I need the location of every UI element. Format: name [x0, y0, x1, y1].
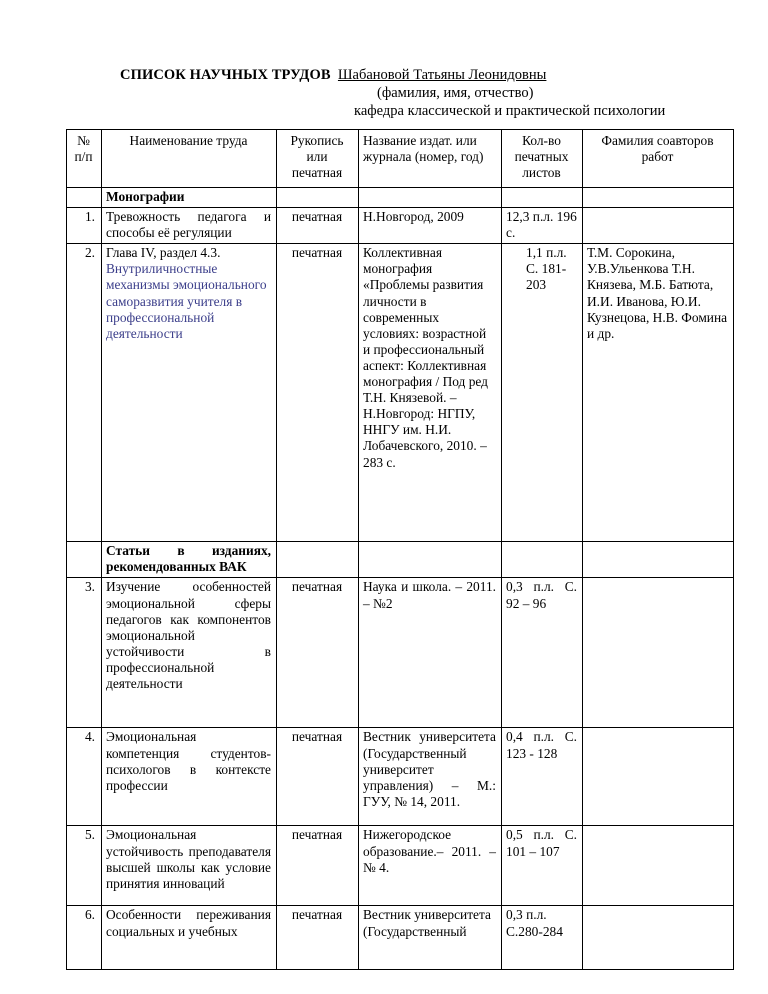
row-type: печатная	[277, 728, 359, 826]
row-title: Эмоциональная устойчивость преподавателя высшей школы как условие принятия инноваций	[102, 826, 277, 906]
row-sheets: 1,1 п.л. С. 181-203	[502, 244, 583, 542]
title-heading: СПИСОК НАУЧНЫХ ТРУДОВ	[120, 67, 331, 83]
row-sheets: 12,3 п.л. 196 с.	[502, 208, 583, 244]
row-publisher: Наука и школа. – 2011. – №2	[359, 578, 502, 728]
row-num: 1.	[67, 208, 102, 244]
row-num: 3.	[67, 578, 102, 728]
table-row	[67, 244, 734, 542]
author-name: Шабановой Татьяны Леонидовны	[337, 67, 547, 83]
col-type-header: Рукопись или печатная	[277, 130, 359, 188]
document-title	[120, 66, 546, 84]
row-title: Внутриличностные механизмы эмоционального саморазвития учителя в профессиональной деятельности	[106, 261, 267, 341]
row-coauthors	[583, 728, 734, 826]
table-row	[67, 906, 734, 970]
row-type: печатная	[277, 906, 359, 970]
row-num: 4.	[67, 728, 102, 826]
table-header-row	[67, 130, 734, 188]
row-type: печатная	[277, 826, 359, 906]
row-publisher: Н.Новгород, 2009	[359, 208, 502, 244]
publications-table	[66, 129, 734, 970]
row-coauthors	[583, 208, 734, 244]
row-coauthors: Т.М. Сорокина, У.В.Ульенкова Т.Н. Князева, М.Б. Батюта, И.И. Иванова, Ю.И. Кузнецова, Н.В. Фомина и др.	[583, 244, 734, 542]
row-title: Изучение особенностей эмоциональной сферы педагогов как компонентов эмоциональной устойчивости в профессиональной деятельности	[102, 578, 277, 728]
table-row	[67, 728, 734, 826]
col-sheets-header: Кол-во печатных листов	[502, 130, 583, 188]
row-type: печатная	[277, 244, 359, 542]
row-coauthors	[583, 826, 734, 906]
row-title-cell	[102, 244, 277, 542]
row-type: печатная	[277, 578, 359, 728]
row-sheets: 0,3 п.л. С. 92 – 96	[502, 578, 583, 728]
col-publisher-header: Название издат. или журнала (номер, год)	[359, 130, 502, 188]
row-type: печатная	[277, 208, 359, 244]
row-sheets: 0,5 п.л. С. 101 – 107	[502, 826, 583, 906]
row-title: Эмоциональная компетенция студентов-психологов в контексте профессии	[102, 728, 277, 826]
row-title: Тревожность педагога и способы её регуляции	[102, 208, 277, 244]
row-num: 6.	[67, 906, 102, 970]
section-row-monographs	[67, 188, 734, 208]
department: кафедра классической и практической психологии	[354, 103, 666, 119]
row-num: 5.	[67, 826, 102, 906]
name-caption: (фамилия, имя, отчество)	[377, 85, 534, 101]
row-coauthors	[583, 906, 734, 970]
table-row	[67, 208, 734, 244]
row-coauthors	[583, 578, 734, 728]
row-publisher: Коллективная монография «Проблемы развития личности в современных условиях: возрастной и профессиональный аспект: Коллективная монография / Под ред Т.Н. Князевой. – Н.Новгород: НГПУ, ННГУ им. Н.И. Лобачевского, 2010. – 283 с.	[359, 244, 502, 542]
row-sheets: 0,4 п.л. С. 123 - 128	[502, 728, 583, 826]
table-row	[67, 826, 734, 906]
section-title: Монографии	[102, 188, 277, 208]
col-title-header: Наименование труда	[102, 130, 277, 188]
col-coauthors-header: Фамилия соавторов работ	[583, 130, 734, 188]
section-title: Статьи в изданиях, рекомендованных ВАК	[102, 542, 277, 578]
row-sheets: 0,3 п.л. С.280-284	[502, 906, 583, 970]
row-publisher: Вестник университета (Государственный	[359, 906, 502, 970]
col-num-header: № п/п	[67, 130, 102, 188]
row-publisher: Вестник университета (Государственный университет управления) – М.: ГУУ, № 14, 2011.	[359, 728, 502, 826]
row-publisher: Нижегородское образование.– 2011. – № 4.	[359, 826, 502, 906]
row-title-prefix: Глава IV, раздел 4.3.	[106, 245, 221, 261]
row-num: 2.	[67, 244, 102, 542]
section-row-vak	[67, 542, 734, 578]
row-title: Особенности переживания социальных и учебных	[102, 906, 277, 970]
table-row	[67, 578, 734, 728]
